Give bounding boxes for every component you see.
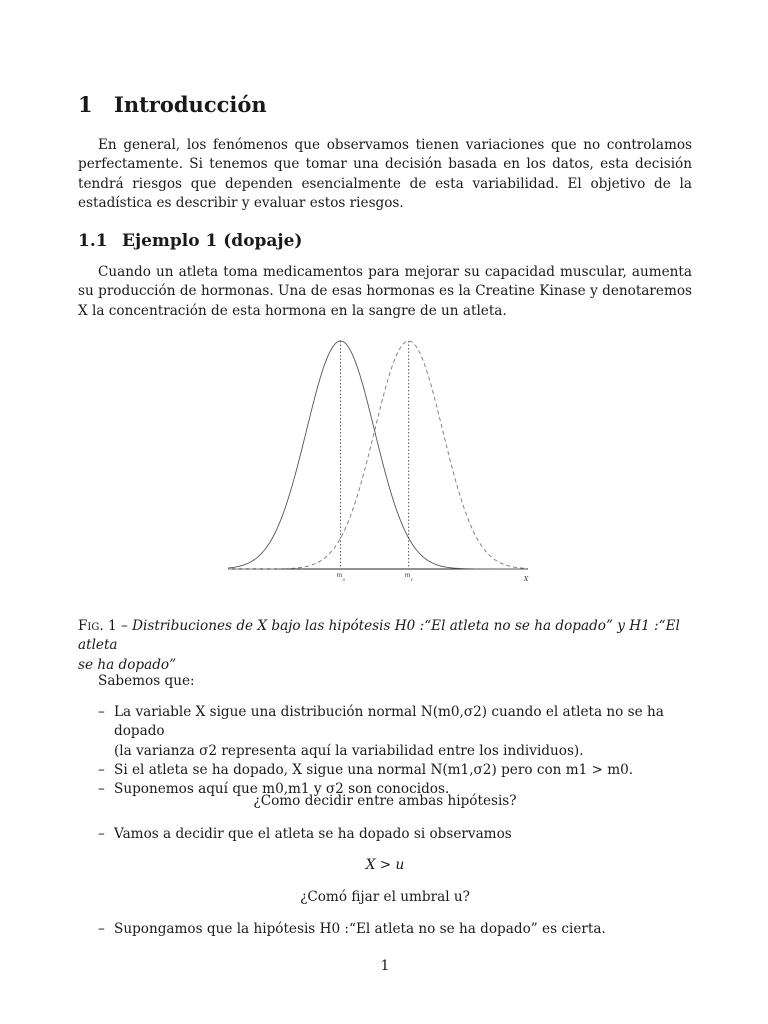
figure-label: Fig. 1 – <box>78 618 128 634</box>
hypothesis-list <box>78 703 692 799</box>
series-curve-2 <box>228 341 528 569</box>
list-item-text: Si el atleta se ha dopado, X sigue una normal N(m1,σ2) pero con m1 > m0. <box>114 761 634 778</box>
section-title <box>78 92 267 117</box>
list-item: – Si el atleta se ha dopado, X sigue una normal N(m1,σ2) pero con m1 > m0. <box>98 761 634 778</box>
list-item-text: Supongamos que la hipótesis H0 :“El atleta no se ha dopado” es cierta. <box>114 921 606 937</box>
question-2: ¿Comó fijar el umbral u? <box>300 889 470 905</box>
caption-line-2: se ha dopado” <box>78 656 177 673</box>
x-tick-subscript-2: 1 <box>410 577 414 582</box>
x-tick-subscript-1: 0 <box>342 577 346 582</box>
list-item: – Suponemos aquí que m0,m1 y σ2 son conocidos. <box>98 781 450 798</box>
subsection-title <box>78 231 302 251</box>
series-curve-1 <box>228 341 528 569</box>
section-title-text: Introducción <box>114 92 267 117</box>
caption-line-1: Distribuciones de X bajo las hipótesis H0 :“El atleta no se ha dopado” y H1 :“El atleta <box>78 618 680 654</box>
x-tick-label-2: m <box>404 572 411 579</box>
subsection-title-text: Ejemplo 1 (dopaje) <box>122 231 303 251</box>
list-item-continuation <box>78 742 692 761</box>
assumption-list <box>78 920 692 939</box>
sabemos-text: Sabemos que: <box>98 673 195 689</box>
decision-formula: X > u <box>365 857 405 873</box>
list-item: – Supongamos que la hipótesis H0 :“El atleta no se ha dopado” es cierta. <box>98 921 606 937</box>
page-number: 1 <box>380 958 390 974</box>
list-item-text: Suponemos aquí que m0,m1 y σ2 son conocidos. <box>114 781 450 798</box>
example-paragraph: Cuando un atleta toma medicamentos para mejorar su capacidad muscular, aumenta su producción de hormonas. Una de esas hormonas es la Creatine Kinase y denotaremos X la concentración de esta hormona en la sangre de un atleta. <box>78 264 692 319</box>
list-item-text: Vamos a decidir que el atleta se ha dopado si observamos <box>114 826 512 842</box>
x-axis-label: X <box>524 576 529 583</box>
intro-paragraph: En general, los fenómenos que observamos tienen variaciones que no controlamos perfectamente. Si tenemos que tomar una decisión basada en los datos, esta decisión tendrá riesgos que dependen esencialmente de esta variabilidad. El objetivo de la estadística es describir y evaluar estos riesgos. <box>78 137 692 211</box>
decision-list <box>78 825 692 844</box>
list-item-text: La variable X sigue una distribución normal N(m0,σ2) cuando el atleta no se ha dopado <box>114 704 664 740</box>
list-item: – La variable X sigue una distribución normal N(m0,σ2) cuando el atleta no se ha dopado <box>98 704 664 740</box>
x-tick-label-1: m <box>336 572 343 579</box>
list-item: – Vamos a decidir que el atleta se ha dopado si observamos <box>98 826 512 842</box>
figure-caption <box>78 617 692 675</box>
list-item-text: (la varianza σ2 representa aquí la variabilidad entre los individuos). <box>114 742 584 759</box>
section-number: 1 <box>78 92 93 117</box>
figure-1 <box>223 333 543 588</box>
subsection-number: 1.1 <box>78 231 108 251</box>
density-chart <box>223 333 543 588</box>
question-1: ¿Como decidir entre ambas hipótesis? <box>253 793 517 809</box>
